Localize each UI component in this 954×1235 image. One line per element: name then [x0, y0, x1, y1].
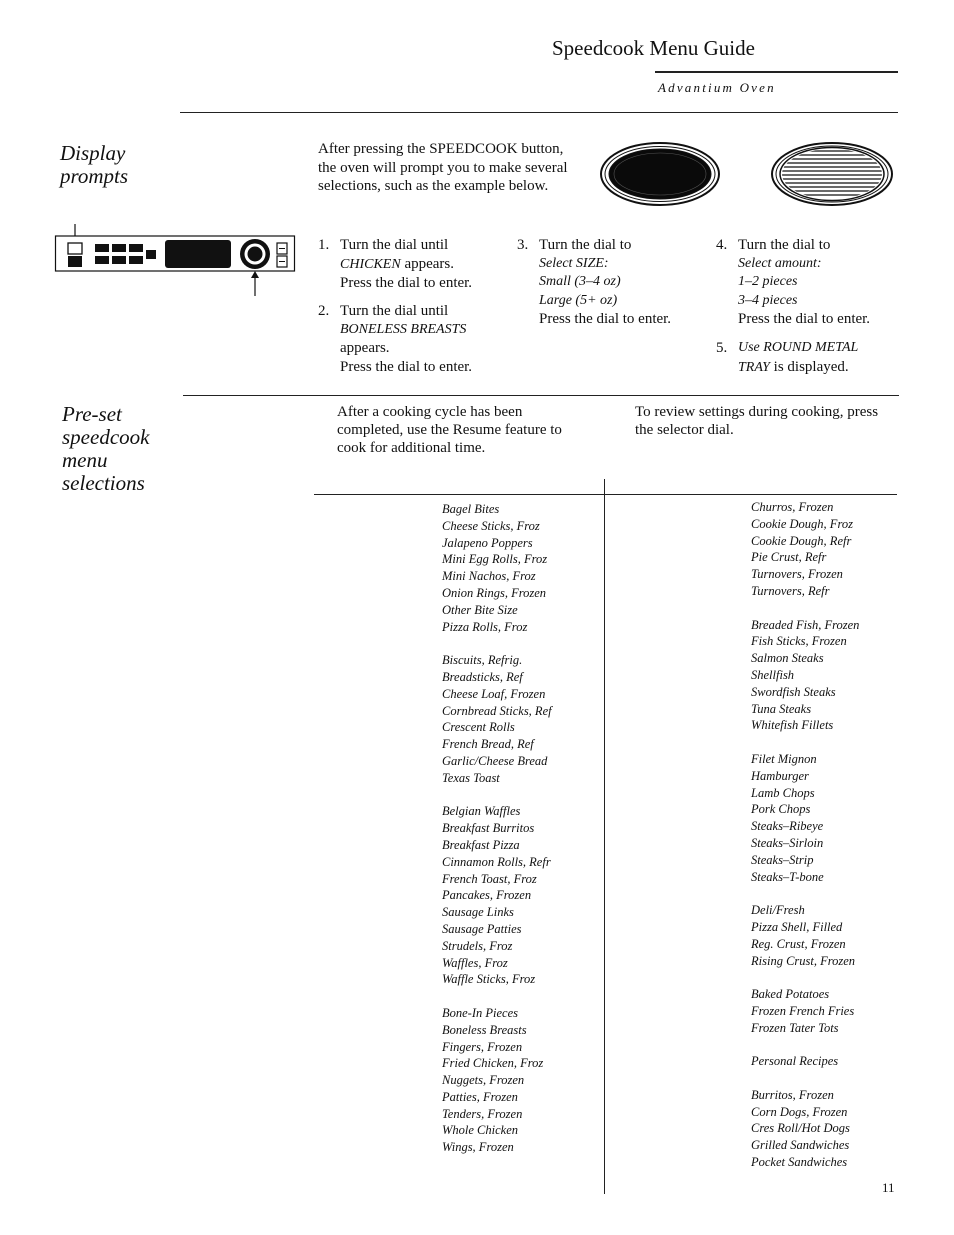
- menu-group: [751, 751, 859, 885]
- menu-item: Breaded Fish, Frozen: [751, 617, 860, 632]
- menu-item: Pie Crust, Refr: [751, 550, 827, 565]
- menu-item: Turnovers, Frozen: [751, 567, 843, 582]
- preset-heading-line1: Pre-set: [62, 402, 122, 426]
- menu-item: Grilled Sandwiches: [751, 1138, 850, 1153]
- preset-heading-line2: speedcook: [62, 425, 150, 449]
- menu-item: Bagel Bites: [442, 502, 500, 516]
- resume-note: After a cooking cycle has been completed, use the Resume feature to cook for additional time.: [337, 404, 562, 456]
- menu-item: Hamburger: [751, 768, 809, 783]
- menu-item: Personal Recipes: [751, 1054, 839, 1069]
- menu-item: Pancakes, Frozen: [442, 888, 532, 903]
- menu-item: Steaks–Sirloin: [751, 835, 824, 850]
- menu-item: Cheese Sticks, Froz: [442, 518, 540, 533]
- menu-item: Waffles, Froz: [442, 955, 508, 970]
- menu-item: Pork Chops: [751, 802, 811, 817]
- header-rule-long: [180, 112, 898, 113]
- section-rule: [183, 395, 899, 396]
- menu-item: Sausage Links: [442, 905, 514, 920]
- step-2: 2. Turn the dial until BONELESS BREASTS appears. Press the dial to enter.: [318, 303, 473, 375]
- menu-item: Sausage Patties: [442, 921, 522, 936]
- preset-heading: [62, 403, 149, 495]
- menu-group: [751, 986, 859, 1036]
- menu-item: Deli/Fresh: [751, 903, 805, 918]
- menu-item: Tenders, Frozen: [442, 1106, 523, 1121]
- menu-item: Crescent Rolls: [442, 720, 515, 735]
- menu-group: [442, 501, 552, 635]
- menu-item: Burritos, Frozen: [751, 1087, 834, 1102]
- menu-item: Fish Sticks, Frozen: [751, 634, 847, 649]
- menu-item: Cres Roll/Hot Dogs: [751, 1121, 850, 1136]
- display-prompts-heading: [60, 142, 128, 188]
- header-rule-short: [655, 71, 898, 73]
- preset-heading-line4: selections: [62, 471, 145, 495]
- menu-item: Pizza Shell, Filled: [751, 919, 843, 934]
- control-panel-illustration: [55, 220, 300, 298]
- menu-item: Onion Rings, Frozen: [442, 585, 547, 600]
- menu-item: Other Bite Size: [442, 602, 518, 617]
- menu-item: Cinnamon Rolls, Refr: [442, 854, 551, 869]
- menu-item: Biscuits, Refrig.: [442, 653, 523, 668]
- menu-item: Wings, Frozen: [442, 1140, 514, 1155]
- preset-heading-line3: menu: [62, 448, 108, 472]
- menu-item: Baked Potatoes: [751, 987, 830, 1002]
- menu-list-right: [751, 499, 859, 1188]
- menu-item: French Toast, Froz: [442, 871, 537, 886]
- page-number: 11: [882, 1180, 895, 1195]
- menu-item: Bone-In Pieces: [442, 1005, 519, 1020]
- menu-group: [751, 1087, 859, 1171]
- menu-item: Patties, Frozen: [442, 1089, 518, 1104]
- page-title: Speedcook Menu Guide: [552, 36, 755, 60]
- menu-item: Garlic/Cheese Bread: [442, 753, 548, 768]
- menu-item: Tuna Steaks: [751, 701, 812, 716]
- page-subtitle: Advantium Oven: [658, 80, 776, 95]
- menu-item: Cookie Dough, Refr: [751, 533, 852, 548]
- step-5: 5. Use ROUND METAL TRAY is displayed.: [716, 340, 859, 375]
- menu-item: Cheese Loaf, Frozen: [442, 686, 546, 701]
- menu-item: Mini Nachos, Froz: [442, 569, 536, 584]
- menu-group: [442, 652, 552, 786]
- menu-item: Whole Chicken: [442, 1123, 519, 1138]
- menu-item: Rising Crust, Frozen: [751, 953, 856, 968]
- step-1: 1. Turn the dial until CHICKEN appears. Press the dial to enter.: [318, 237, 473, 292]
- menu-item: Steaks–T-bone: [751, 869, 824, 884]
- menu-item: Lamb Chops: [751, 785, 815, 800]
- menu-list-left: [442, 501, 552, 1173]
- round-ridged-tray-illustration: [770, 141, 894, 207]
- review-note: To review settings during cooking, press the selector dial.: [635, 404, 879, 438]
- step-4: 4. Turn the dial to Select amount: 1–2 pieces 3–4 pieces Press the dial to enter.: [716, 237, 871, 328]
- menu-group: [751, 499, 859, 600]
- menu-item: French Bread, Ref: [442, 737, 534, 752]
- round-metal-tray-illustration: [599, 141, 721, 207]
- display-prompts-heading-line1: Display: [60, 141, 126, 165]
- menu-group: [751, 617, 859, 735]
- menu-item: Shellfish: [751, 667, 795, 682]
- menu-item: Reg. Crust, Frozen: [751, 936, 846, 951]
- menu-item: Swordfish Steaks: [751, 684, 836, 699]
- display-prompts-intro: After pressing the SPEEDCOOK button, the oven will prompt you to make several selections, such as the example below.: [318, 141, 568, 195]
- menu-item: Steaks–Strip: [751, 852, 814, 867]
- menu-item: Salmon Steaks: [751, 651, 824, 666]
- menu-item: Breakfast Pizza: [442, 837, 520, 852]
- menu-group: [442, 1005, 552, 1156]
- menu-item: Boneless Breasts: [442, 1022, 527, 1037]
- menu-item: Cornbread Sticks, Ref: [442, 703, 552, 718]
- menu-column-divider: [604, 479, 605, 1194]
- menu-group: [442, 803, 552, 988]
- menu-item: Pizza Rolls, Froz: [442, 619, 528, 634]
- menu-item: Jalapeno Poppers: [442, 535, 533, 550]
- display-prompts-heading-line2: prompts: [60, 164, 129, 188]
- menu-item: Steaks–Ribeye: [751, 819, 824, 834]
- menu-top-rule: [314, 494, 897, 495]
- menu-item: Churros, Frozen: [751, 500, 834, 514]
- menu-group: [751, 902, 859, 969]
- menu-group: [751, 1053, 859, 1070]
- menu-item: Pocket Sandwiches: [751, 1155, 848, 1170]
- menu-item: Waffle Sticks, Froz: [442, 972, 536, 987]
- menu-item: Fried Chicken, Froz: [442, 1056, 544, 1071]
- menu-item: Breakfast Burritos: [442, 821, 535, 836]
- menu-item: Belgian Waffles: [442, 804, 521, 819]
- step-3: 3. Turn the dial to Select SIZE: Small (3–4 oz) Large (5+ oz) Press the dial to enter.: [517, 237, 672, 328]
- menu-item: Turnovers, Refr: [751, 583, 830, 598]
- menu-item: Whitefish Fillets: [751, 718, 834, 733]
- menu-item: Cookie Dough, Froz: [751, 516, 853, 531]
- menu-item: Nuggets, Frozen: [442, 1073, 525, 1088]
- menu-item: Breadsticks, Ref: [442, 669, 523, 684]
- menu-item: Filet Mignon: [751, 751, 817, 766]
- menu-item: Corn Dogs, Frozen: [751, 1104, 848, 1119]
- menu-item: Fingers, Frozen: [442, 1039, 523, 1054]
- menu-item: Mini Egg Rolls, Froz: [442, 552, 548, 567]
- menu-item: Strudels, Froz: [442, 938, 513, 953]
- menu-item: Texas Toast: [442, 770, 500, 785]
- menu-item: Frozen French Fries: [751, 1003, 855, 1018]
- menu-item: Frozen Tater Tots: [751, 1020, 839, 1035]
